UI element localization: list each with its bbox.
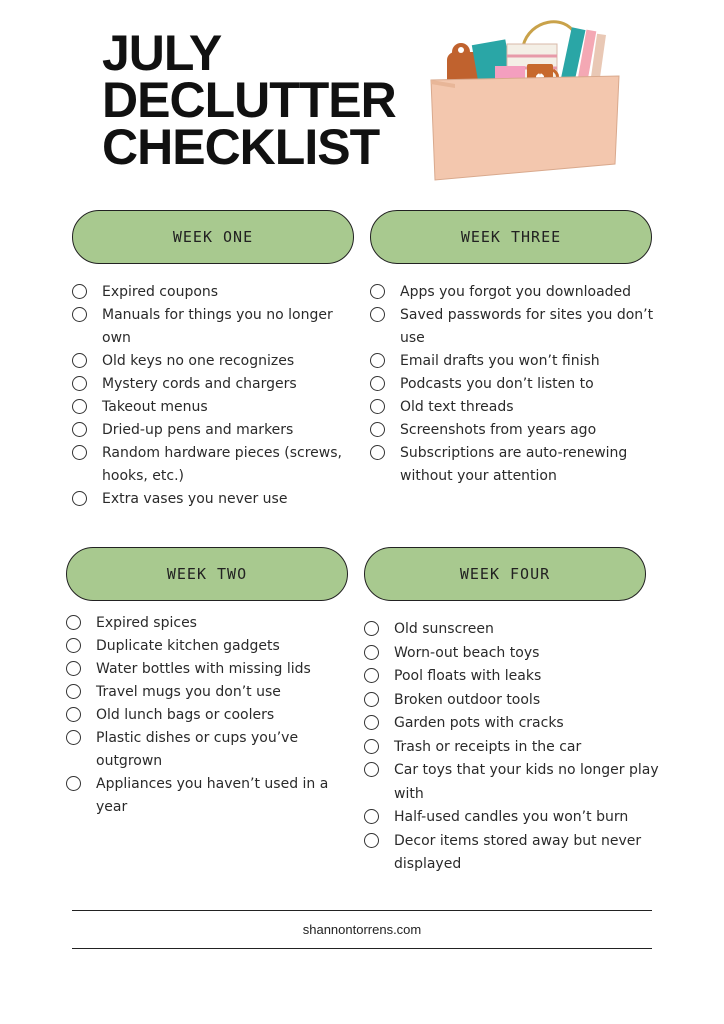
checkbox-circle-icon[interactable] xyxy=(72,422,87,437)
list-item[interactable]: Subscriptions are auto-renewing without your attention xyxy=(370,442,655,488)
checkbox-circle-icon[interactable] xyxy=(66,638,81,653)
list-item[interactable]: Trash or receipts in the car xyxy=(364,736,664,760)
list-item[interactable]: Dried-up pens and markers xyxy=(72,419,362,442)
list-item[interactable]: Half-used candles you won’t burn xyxy=(364,806,664,830)
list-item[interactable]: Pool floats with leaks xyxy=(364,665,664,689)
footer-bottom-rule xyxy=(72,948,652,949)
checkbox-circle-icon[interactable] xyxy=(364,809,379,824)
list-item[interactable]: Podcasts you don’t listen to xyxy=(370,373,660,396)
checkbox-circle-icon[interactable] xyxy=(66,776,81,791)
footer-website[interactable]: shannontorrens.com xyxy=(302,922,422,937)
checkbox-circle-icon[interactable] xyxy=(370,422,385,437)
list-item[interactable]: Apps you forgot you downloaded xyxy=(370,281,660,304)
checkbox-circle-icon[interactable] xyxy=(66,684,81,699)
checkbox-circle-icon[interactable] xyxy=(72,445,87,460)
list-item[interactable]: Old lunch bags or coolers xyxy=(66,704,356,727)
list-item[interactable]: Water bottles with missing lids xyxy=(66,658,356,681)
checkbox-circle-icon[interactable] xyxy=(370,445,385,460)
week-three-header: WEEK THREE xyxy=(370,210,652,264)
checkbox-circle-icon[interactable] xyxy=(364,645,379,660)
list-item[interactable]: Decor items stored away but never displayed xyxy=(364,830,664,877)
list-item[interactable]: Garden pots with cracks xyxy=(364,712,664,736)
checkbox-circle-icon[interactable] xyxy=(370,353,385,368)
list-item[interactable]: Mystery cords and chargers xyxy=(72,373,362,396)
list-item[interactable]: Old text threads xyxy=(370,396,660,419)
list-item[interactable]: Screenshots from years ago xyxy=(370,419,660,442)
checkbox-circle-icon[interactable] xyxy=(370,284,385,299)
list-item[interactable]: Plastic dishes or cups you’ve outgrown xyxy=(66,727,336,773)
list-item[interactable]: Expired spices xyxy=(66,612,356,635)
list-item[interactable]: Email drafts you won’t finish xyxy=(370,350,660,373)
week-one-list xyxy=(72,281,362,511)
checkbox-circle-icon[interactable] xyxy=(66,661,81,676)
week-two-list xyxy=(66,612,356,819)
title-line: JULY xyxy=(102,25,222,81)
footer-top-rule xyxy=(72,910,652,911)
list-item[interactable]: Worn-out beach toys xyxy=(364,642,664,666)
checkbox-circle-icon[interactable] xyxy=(364,692,379,707)
week-one-header: WEEK ONE xyxy=(72,210,354,264)
checkbox-circle-icon[interactable] xyxy=(72,376,87,391)
checkbox-circle-icon[interactable] xyxy=(364,621,379,636)
checkbox-circle-icon[interactable] xyxy=(72,353,87,368)
checkbox-circle-icon[interactable] xyxy=(370,399,385,414)
list-item[interactable]: Old sunscreen xyxy=(364,618,664,642)
list-item[interactable]: Travel mugs you don’t use xyxy=(66,681,356,704)
checkbox-circle-icon[interactable] xyxy=(364,739,379,754)
checkbox-circle-icon[interactable] xyxy=(66,615,81,630)
list-item[interactable]: Car toys that your kids no longer play with xyxy=(364,759,684,806)
title-line: CHECKLIST xyxy=(102,119,380,175)
list-item[interactable]: Old keys no one recognizes xyxy=(72,350,362,373)
page-title xyxy=(102,25,396,175)
list-item[interactable]: Expired coupons xyxy=(72,281,362,304)
list-item[interactable]: Duplicate kitchen gadgets xyxy=(66,635,356,658)
list-item[interactable]: Broken outdoor tools xyxy=(364,689,664,713)
list-item[interactable]: Manuals for things you no longer own xyxy=(72,304,362,350)
checkbox-circle-icon[interactable] xyxy=(66,730,81,745)
checkbox-circle-icon[interactable] xyxy=(364,715,379,730)
week-three-list xyxy=(370,281,660,488)
list-item[interactable]: Appliances you haven’t used in a year xyxy=(66,773,351,819)
checkbox-circle-icon[interactable] xyxy=(370,307,385,322)
checkbox-circle-icon[interactable] xyxy=(364,833,379,848)
list-item[interactable]: Extra vases you never use xyxy=(72,488,362,511)
checkbox-circle-icon[interactable] xyxy=(364,668,379,683)
checkbox-circle-icon[interactable] xyxy=(72,399,87,414)
checkbox-circle-icon[interactable] xyxy=(370,376,385,391)
declutter-box-illustration xyxy=(425,14,625,184)
checkbox-circle-icon[interactable] xyxy=(72,307,87,322)
week-four-list xyxy=(364,618,664,877)
checkbox-circle-icon[interactable] xyxy=(72,491,87,506)
checkbox-circle-icon[interactable] xyxy=(72,284,87,299)
checkbox-circle-icon[interactable] xyxy=(364,762,379,777)
checkbox-circle-icon[interactable] xyxy=(66,707,81,722)
week-four-header: WEEK FOUR xyxy=(364,547,646,601)
week-two-header: WEEK TWO xyxy=(66,547,348,601)
list-item[interactable]: Random hardware pieces (screws, hooks, etc.) xyxy=(72,442,352,488)
title-line: DECLUTTER xyxy=(102,72,396,128)
list-item[interactable]: Saved passwords for sites you don’t use xyxy=(370,304,670,350)
list-item[interactable]: Takeout menus xyxy=(72,396,362,419)
